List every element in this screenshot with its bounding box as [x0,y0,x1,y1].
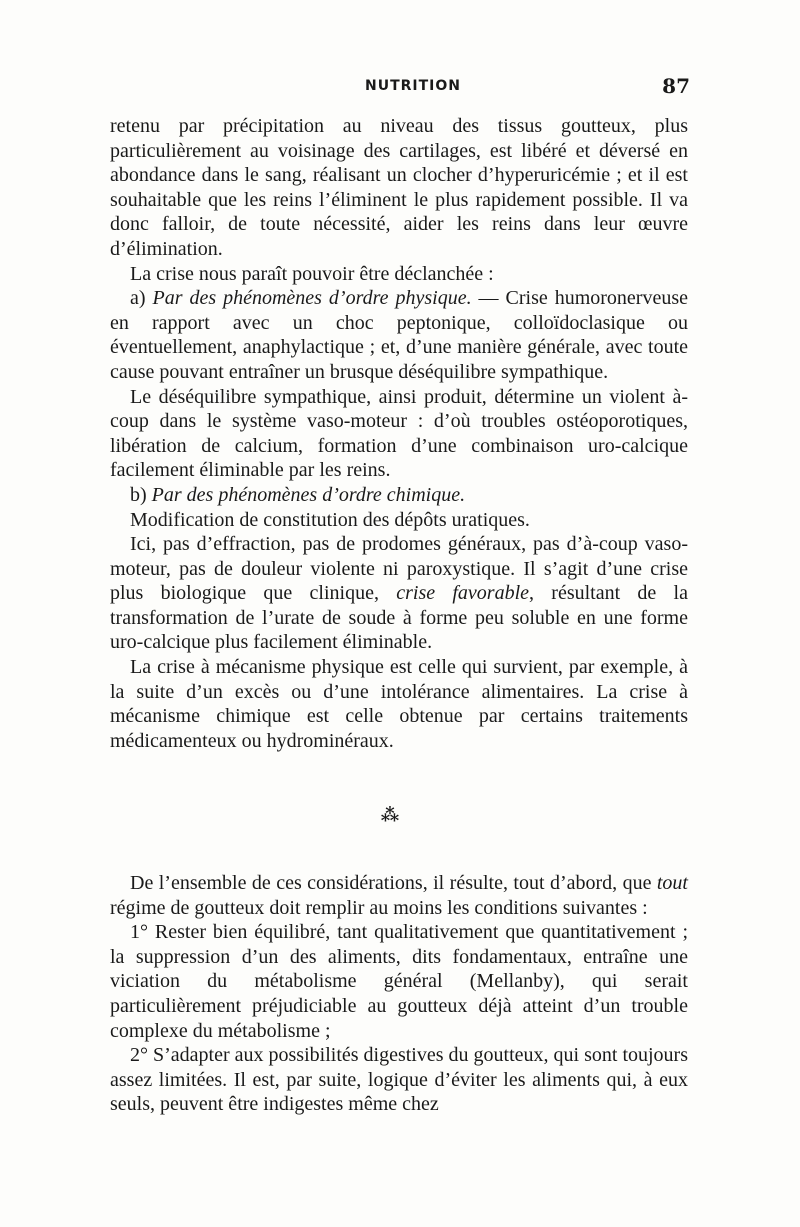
paragraph [110,871,688,920]
paragraph [110,532,688,655]
body-text-bottom [110,871,688,1117]
running-title: NUTRITION [365,78,462,94]
paragraph: Modification de constitution des dépôts uratiques. [130,508,530,531]
paragraph-text: De l’ensemble de ces considérations, il résulte, tout d’abord, que [130,872,657,894]
paragraph-text: régime de goutteux doit remplir au moins les conditions suivantes : [110,896,648,919]
paragraph: La crise nous paraît pouvoir être déclanchée : [130,262,494,285]
paragraph: 2° S’adapter aux possibilités digestives du goutteux, qui sont toujours assez limitées. Il est, par suite, logique d’éviter les aliments qui, à eux seuls, peuvent être indigestes même chez [110,1044,688,1116]
paragraph-text: , résultant de la transformation de l’urate de soude à forme peu soluble en une forme uro-calcique plus facilement éliminable. [110,582,688,654]
list-label: b) [130,483,152,506]
emphasis: tout [656,872,688,894]
paragraph: Le déséquilibre sympathique, ainsi produit, détermine un violent à-coup dans le système vaso-moteur : d’où troubles ostéoporotiques, libération de calcium, formation d’une combinaison uro-calcique facilement éliminable par les reins. [110,385,688,482]
paragraph-text: — Crise humoronerveuse en rapport avec un choc peptonique, colloïdoclasique ou éventuellement, anaphylactique ; et, d’une manière générale, avec toute cause pouvant entraîner un brusque déséquilibre sympathique. [110,287,688,383]
section-heading-chimique: Par des phénomènes d’ordre chimique. [151,483,466,506]
body-text-top [110,114,688,753]
section-heading-physique: Par des phénomènes d’ordre physique. [152,287,472,310]
paragraph: 1° Rester bien équilibré, tant qualitativement que quantitativement ; la suppression d’un des aliments, dits fondamentaux, entraîne une viciation du métabolisme général (Mellanby), qui serait particulièrement préjudiciable au goutteux déjà atteint d’un trouble complexe du métabolisme ; [110,921,688,1042]
emphasis: crise favorable [396,582,530,605]
paragraph [110,483,688,508]
asterism-separator: ⁂ [380,805,400,826]
paragraph-text: Ici, pas d’effraction, pas de prodomes généraux, pas d’à-coup vaso-moteur, pas de douleur violente ni paroxystique. Il s’agit d’une crise plus biologique que clinique, [110,533,688,605]
list-label: a) [130,287,153,310]
paragraph [110,286,688,384]
paragraph: retenu par précipitation au niveau des tissus goutteux, plus particulièrement au voisinage des cartilages, est libéré et déversé en abondance dans le sang, réalisant un clocher d’hyperuricémie ; et il est souhaitable que les reins l’éliminent le plus rapidement possible. Il va donc falloir, de toute nécessité, aider les reins dans leur œuvre d’élimination. [110,115,688,260]
paragraph: La crise à mécanisme physique est celle qui survient, par exemple, à la suite d’un excès ou d’une intolérance alimentaires. La crise à mécanisme chimique est celle obtenue par certains traitements médicamenteux ou hydrominéraux. [110,656,688,752]
page-number: 87 [662,74,690,98]
